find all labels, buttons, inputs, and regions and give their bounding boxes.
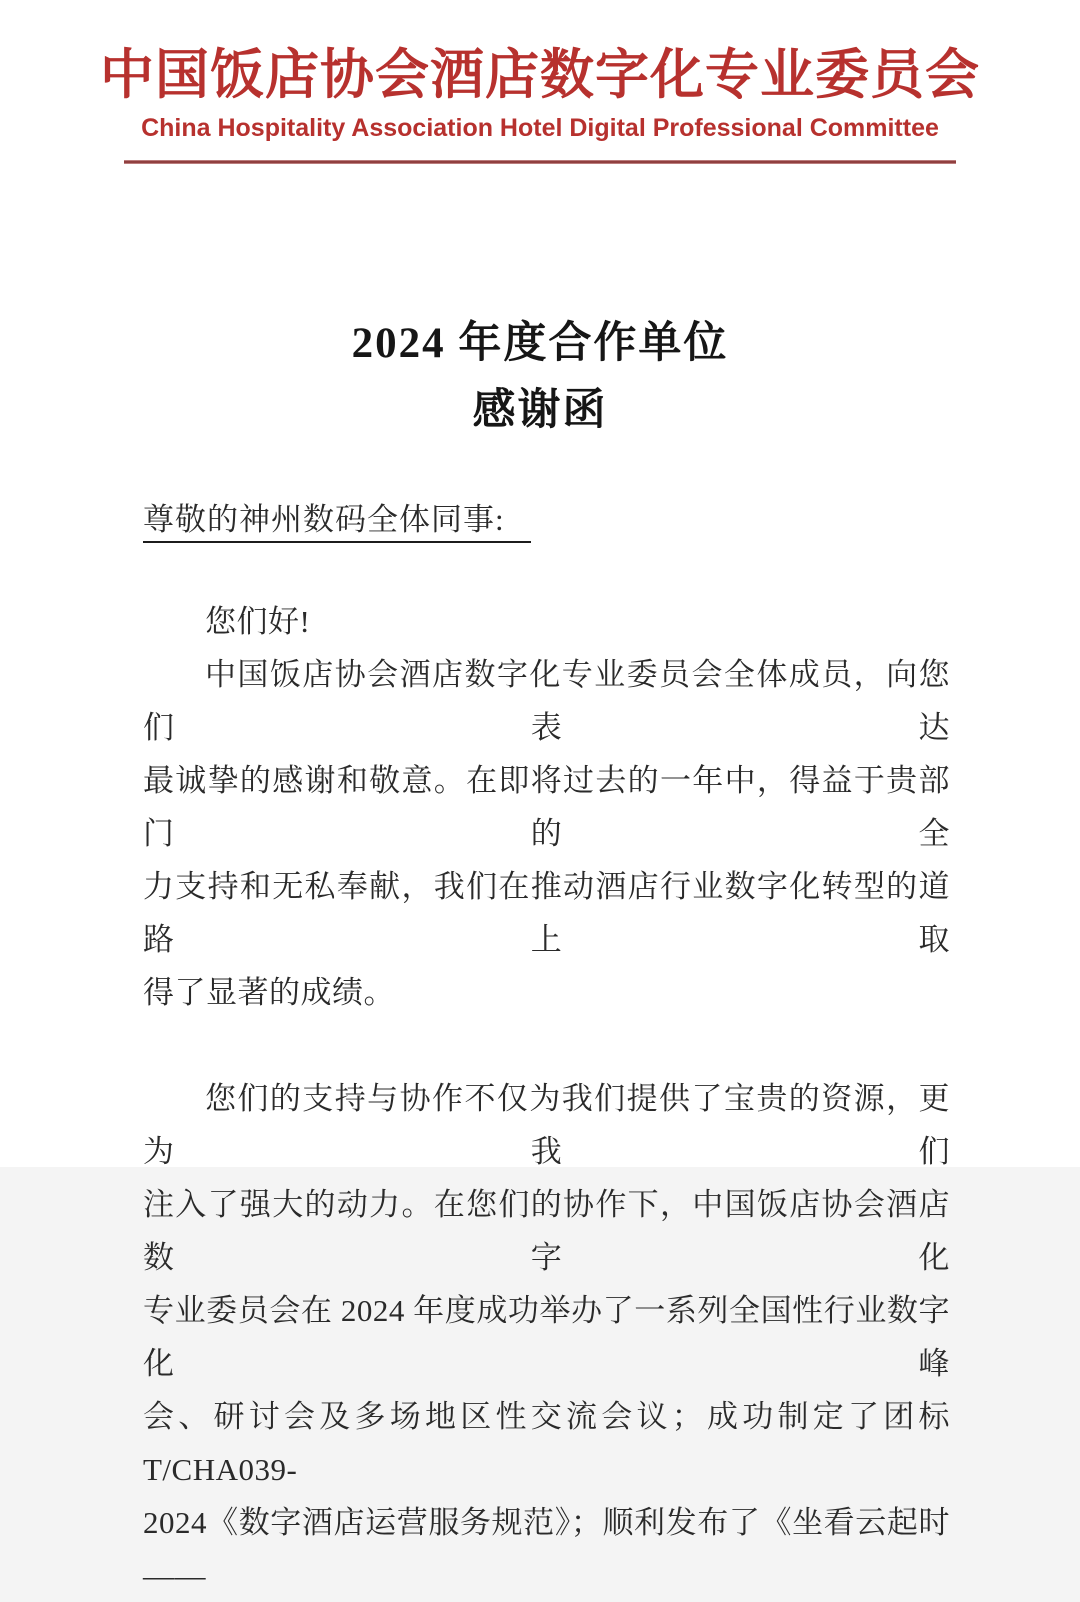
body-line: 2024《数字酒店运营服务规范》；顺利发布了《坐看云起时—— [143, 1505, 950, 1593]
letter-body [0, 498, 1080, 1602]
body-line: 您们好! [205, 604, 311, 639]
salutation [143, 498, 950, 542]
letter-title-line1: 2024 年度合作单位 [351, 320, 729, 367]
body-line: 专业委员会在 2024 年度成功举办了一系列全国性行业数字化峰 [143, 1293, 950, 1381]
letterhead [0, 44, 1080, 164]
paragraph-achievements [143, 1072, 950, 1602]
organization-name-chinese: 中国饭店协会酒店数字化专业委员会 [100, 45, 980, 105]
letter-title-line2: 感谢函 [472, 387, 608, 434]
body-line: 中国饭店协会酒店数字化专业委员会全体成员，向您们表达 [143, 657, 950, 745]
letter-title [0, 310, 1080, 444]
salutation-text: 尊敬的神州数码全体同事: [143, 502, 531, 543]
body-line: 会、研讨会及多场地区性交流会议；成功制定了团标 T/CHA039- [143, 1399, 950, 1487]
paragraph-greeting [143, 595, 950, 648]
body-line: 力支持和无私奉献，我们在推动酒店行业数字化转型的道路上取 [143, 869, 950, 957]
body-line: 您们的支持与协作不仅为我们提供了宝贵的资源，更为我们 [143, 1081, 950, 1169]
body-line: 得了显著的成绩。 [143, 975, 395, 1010]
body-line: 最诚挚的感谢和敬意。在即将过去的一年中，得益于贵部门的全 [143, 763, 950, 851]
letterhead-divider [124, 160, 956, 164]
paragraph-thanks [143, 648, 950, 1019]
organization-name-english: China Hospitality Association Hotel Digital Professional Committee [141, 114, 939, 142]
body-line: 注入了强大的动力。在您们的协作下，中国饭店协会酒店数字化 [143, 1187, 950, 1275]
